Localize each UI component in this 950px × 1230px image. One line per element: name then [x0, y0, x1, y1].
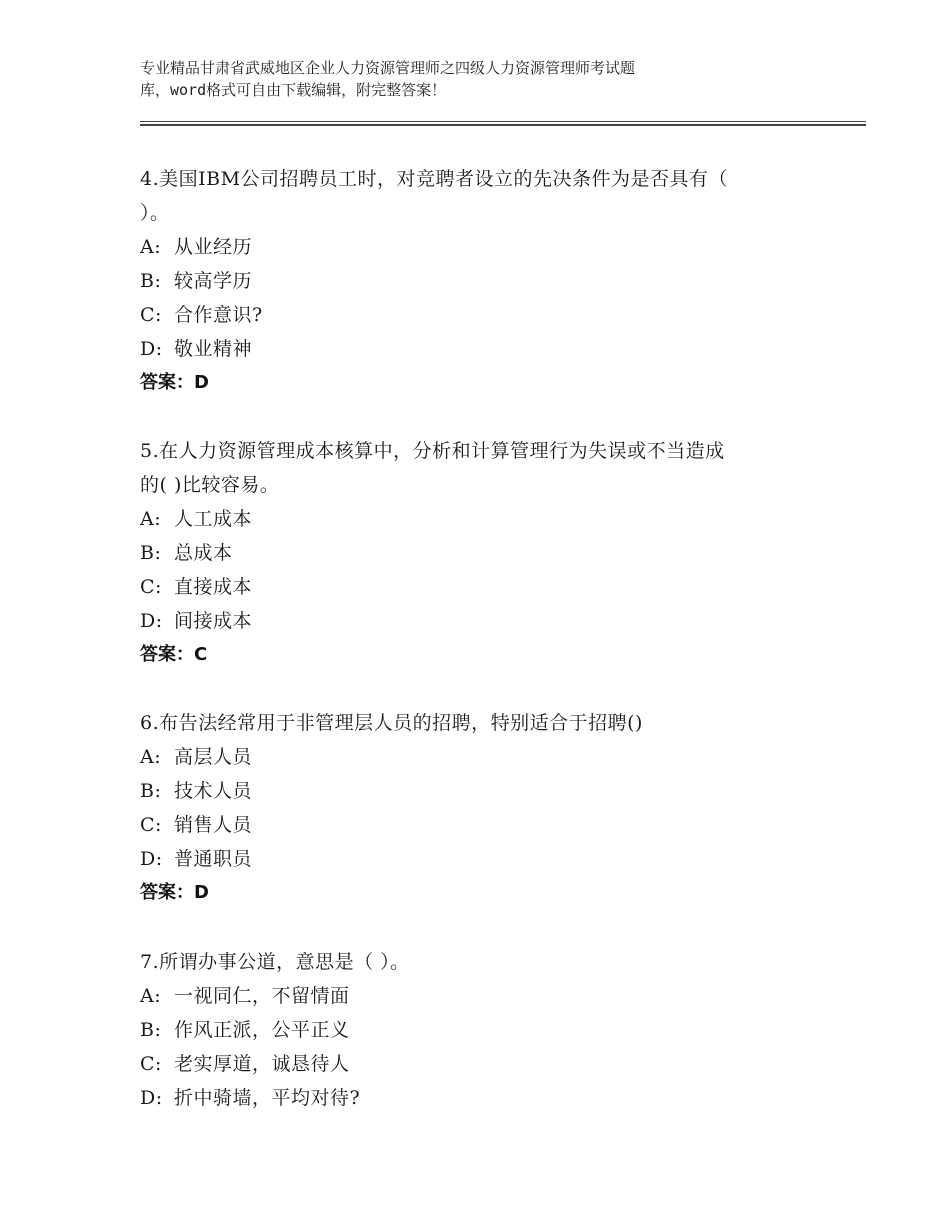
option-text: 普通职员 — [174, 848, 253, 870]
question-6 — [140, 706, 800, 910]
option-letter: B: — [140, 542, 162, 564]
option-text: 人工成本 — [174, 508, 253, 530]
question-stem-line: 的( )比较容易。 — [140, 474, 280, 496]
option-letter: A: — [140, 985, 162, 1007]
option-letter: B: — [140, 270, 162, 292]
option-letter: B: — [140, 1019, 162, 1041]
header-divider-thin — [140, 121, 866, 122]
option-text: 作风正派，公平正义 — [174, 1019, 350, 1041]
option-b — [140, 774, 800, 808]
option-letter: B: — [140, 780, 162, 802]
option-letter: C: — [140, 576, 162, 598]
answer-label: 答案：C — [140, 644, 208, 665]
option-letter: A: — [140, 508, 162, 530]
option-text: 合作意识? — [174, 304, 263, 326]
question-stem-line: 5.在人力资源管理成本核算中，分析和计算管理行为失误或不当造成 — [140, 440, 725, 462]
question-7 — [140, 945, 800, 1115]
header-title-line-2: 库，word格式可自由下载编辑，附完整答案！ — [140, 81, 447, 99]
option-text: 一视同仁，不留情面 — [174, 985, 350, 1007]
option-text: 销售人员 — [174, 814, 253, 836]
option-d — [140, 604, 800, 638]
option-c — [140, 298, 800, 332]
option-letter: D: — [140, 338, 163, 360]
option-d — [140, 1081, 800, 1115]
question-stem-line: 6.布告法经常用于非管理层人员的招聘，特别适合于招聘() — [140, 712, 643, 734]
option-text: 高层人员 — [174, 746, 253, 768]
option-b — [140, 264, 800, 298]
option-a — [140, 230, 800, 264]
option-letter: D: — [140, 1087, 163, 1109]
option-text: 较高学历 — [174, 270, 253, 292]
question-stem — [140, 706, 800, 740]
option-letter: A: — [140, 236, 162, 258]
document-header — [140, 57, 780, 101]
header-divider-thick — [140, 124, 866, 126]
option-b — [140, 1013, 800, 1047]
option-c — [140, 808, 800, 842]
header-title-line-1: 专业精品甘肃省武威地区企业人力资源管理师之四级人力资源管理师考试题 — [140, 59, 636, 77]
question-4 — [140, 162, 800, 400]
question-5 — [140, 434, 800, 672]
question-stem-line: 7.所谓办事公道，意思是（ ）。 — [140, 951, 410, 973]
option-letter: C: — [140, 1053, 162, 1075]
option-letter: D: — [140, 610, 163, 632]
option-text: 从业经历 — [174, 236, 253, 258]
option-text: 敬业精神 — [174, 338, 253, 360]
option-c — [140, 1047, 800, 1081]
option-text: 折中骑墙，平均对待? — [174, 1087, 361, 1109]
question-stem-line: ）。 — [140, 202, 170, 224]
answer-label: 答案：D — [140, 882, 209, 903]
option-letter: A: — [140, 746, 162, 768]
option-text: 间接成本 — [174, 610, 253, 632]
answer-label: 答案：D — [140, 372, 209, 393]
option-b — [140, 536, 800, 570]
question-stem — [140, 434, 800, 502]
option-text: 老实厚道，诚恳待人 — [174, 1053, 350, 1075]
option-a — [140, 979, 800, 1013]
question-stem — [140, 162, 800, 230]
option-text: 总成本 — [174, 542, 233, 564]
option-letter: C: — [140, 304, 162, 326]
option-letter: C: — [140, 814, 162, 836]
option-c — [140, 570, 800, 604]
question-stem — [140, 945, 800, 979]
option-text: 直接成本 — [174, 576, 253, 598]
option-letter: D: — [140, 848, 163, 870]
option-d — [140, 332, 800, 366]
option-a — [140, 502, 800, 536]
option-text: 技术人员 — [174, 780, 253, 802]
option-a — [140, 740, 800, 774]
question-stem-line: 4.美国IBM公司招聘员工时，对竞聘者设立的先决条件为是否具有（ — [140, 168, 729, 190]
option-d — [140, 842, 800, 876]
